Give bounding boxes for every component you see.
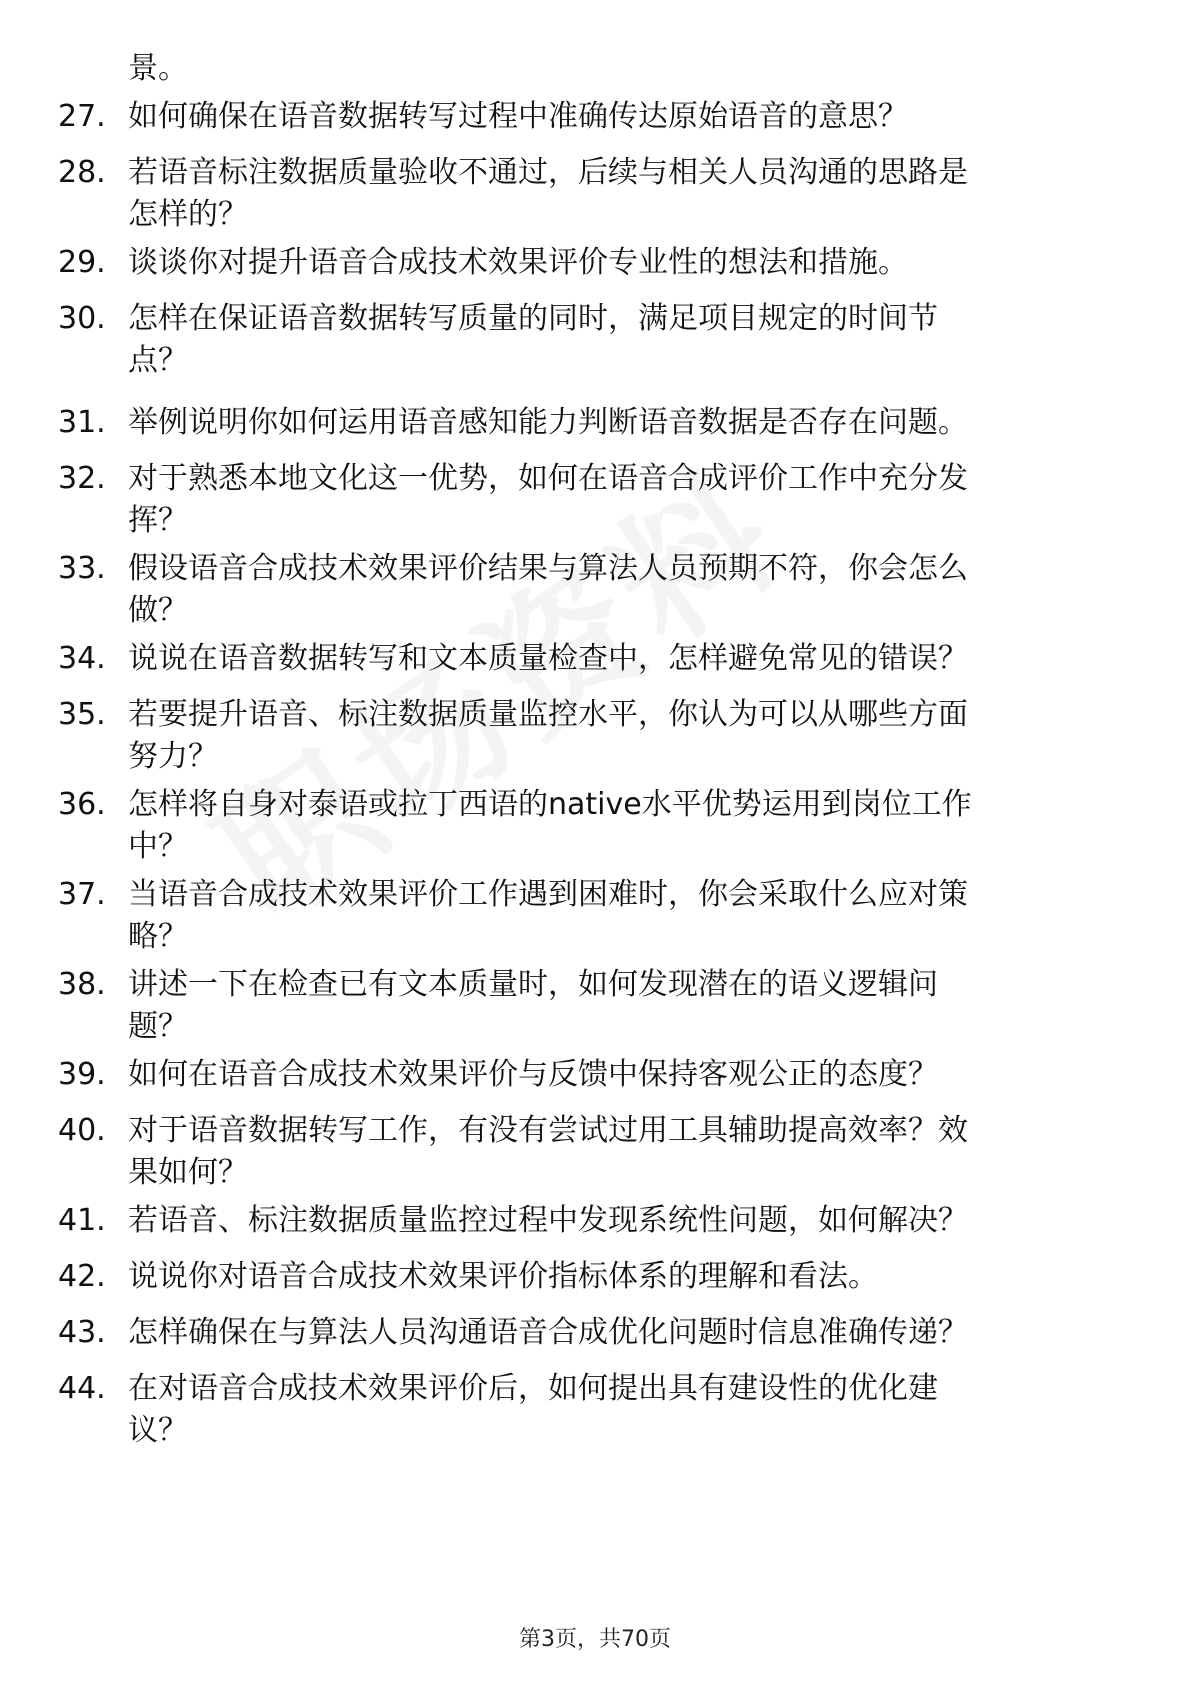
item-number: 29. <box>58 245 106 280</box>
item-text <box>128 96 1168 138</box>
item-text-line: 举例说明你如何运用语音感知能力判断语音数据是否存在问题。 <box>128 405 968 440</box>
item-text-line: 如何在语音合成技术效果评价与反馈中保持客观公正的态度？ <box>128 1057 938 1092</box>
item-text-line: 对于熟悉本地文化这一优势，如何在语音合成评价工作中充分发 <box>128 461 968 496</box>
item-text-line: 怎样在保证语音数据转写质量的同时，满足项目规定的时间节 <box>128 301 938 336</box>
item-number: 42. <box>58 1259 106 1294</box>
item-number: 28. <box>58 155 106 190</box>
item-text-line: 讲述一下在检查已有文本质量时，如何发现潜在的语义逻辑问 <box>128 967 938 1002</box>
item-text <box>128 638 1168 680</box>
item-text-line: 怎样将自身对泰语或拉丁西语的native水平优势运用到岗位工作 <box>128 787 972 822</box>
item-text-line: 如何确保在语音数据转写过程中准确传达原始语音的意思？ <box>128 99 908 134</box>
item-number: 44. <box>58 1371 106 1406</box>
item-text-line: 若要提升语音、标注数据质量监控水平，你认为可以从哪些方面 <box>128 697 968 732</box>
item-text <box>128 1368 1168 1452</box>
item-number: 30. <box>58 301 106 336</box>
item-number: 37. <box>58 877 106 912</box>
item-number: 32. <box>58 461 106 496</box>
item-text-line: 当语音合成技术效果评价工作遇到困难时，你会采取什么应对策 <box>128 877 968 912</box>
item-text-line: 说说在语音数据转写和文本质量检查中，怎样避免常见的错误？ <box>128 641 968 676</box>
item-text <box>128 874 1168 958</box>
item-number: 40. <box>58 1113 106 1148</box>
item-text-line: 果如何？ <box>128 1155 248 1190</box>
item-text-line: 景。 <box>128 51 188 86</box>
item-text <box>128 1200 1168 1242</box>
item-text <box>128 458 1168 542</box>
item-text <box>128 694 1168 778</box>
item-text <box>128 152 1168 236</box>
item-number: 34. <box>58 641 106 676</box>
item-text <box>128 1312 1168 1354</box>
item-number: 38. <box>58 967 106 1002</box>
page-number: 第3页，共70页 <box>519 1627 671 1652</box>
item-number: 35. <box>58 697 106 732</box>
item-number: 43. <box>58 1315 106 1350</box>
item-text-line: 谈谈你对提升语音合成技术效果评价专业性的想法和措施。 <box>128 245 908 280</box>
item-text-line: 题？ <box>128 1009 188 1044</box>
item-text-line: 努力？ <box>128 739 218 774</box>
item-text <box>128 548 1168 632</box>
item-number: 36. <box>58 787 106 822</box>
item-text-line: 略？ <box>128 919 188 954</box>
item-text-line: 议？ <box>128 1413 188 1448</box>
item-text-line: 对于语音数据转写工作，有没有尝试过用工具辅助提高效率？效 <box>128 1113 968 1148</box>
item-text <box>128 48 1168 90</box>
item-text-line: 怎样确保在与算法人员沟通语音合成优化问题时信息准确传递？ <box>128 1315 968 1350</box>
item-number: 31. <box>58 405 106 440</box>
item-text <box>128 402 1168 444</box>
item-text <box>128 1110 1168 1194</box>
item-text-line: 中？ <box>128 829 188 864</box>
item-text <box>128 242 1168 284</box>
item-text-line: 若语音标注数据质量验收不通过，后续与相关人员沟通的思路是 <box>128 155 968 190</box>
item-text <box>128 964 1168 1048</box>
item-text-line: 若语音、标注数据质量监控过程中发现系统性问题，如何解决？ <box>128 1203 968 1238</box>
item-text-line: 点？ <box>128 343 188 378</box>
item-text <box>128 784 1168 868</box>
item-number: 41. <box>58 1203 106 1238</box>
item-text <box>128 298 1168 382</box>
item-text-line: 假设语音合成技术效果评价结果与算法人员预期不符，你会怎么 <box>128 551 968 586</box>
item-text <box>128 1054 1168 1096</box>
item-text-line: 挥？ <box>128 503 188 538</box>
item-number: 39. <box>58 1057 106 1092</box>
item-text-line: 在对语音合成技术效果评价后，如何提出具有建设性的优化建 <box>128 1371 938 1406</box>
item-number: 27. <box>58 99 106 134</box>
item-number: 33. <box>58 551 106 586</box>
item-text <box>128 1256 1168 1298</box>
item-text-line: 做？ <box>128 593 188 628</box>
item-text-line: 怎样的？ <box>128 197 248 232</box>
item-text-line: 说说你对语音合成技术效果评价指标体系的理解和看法。 <box>128 1259 878 1294</box>
